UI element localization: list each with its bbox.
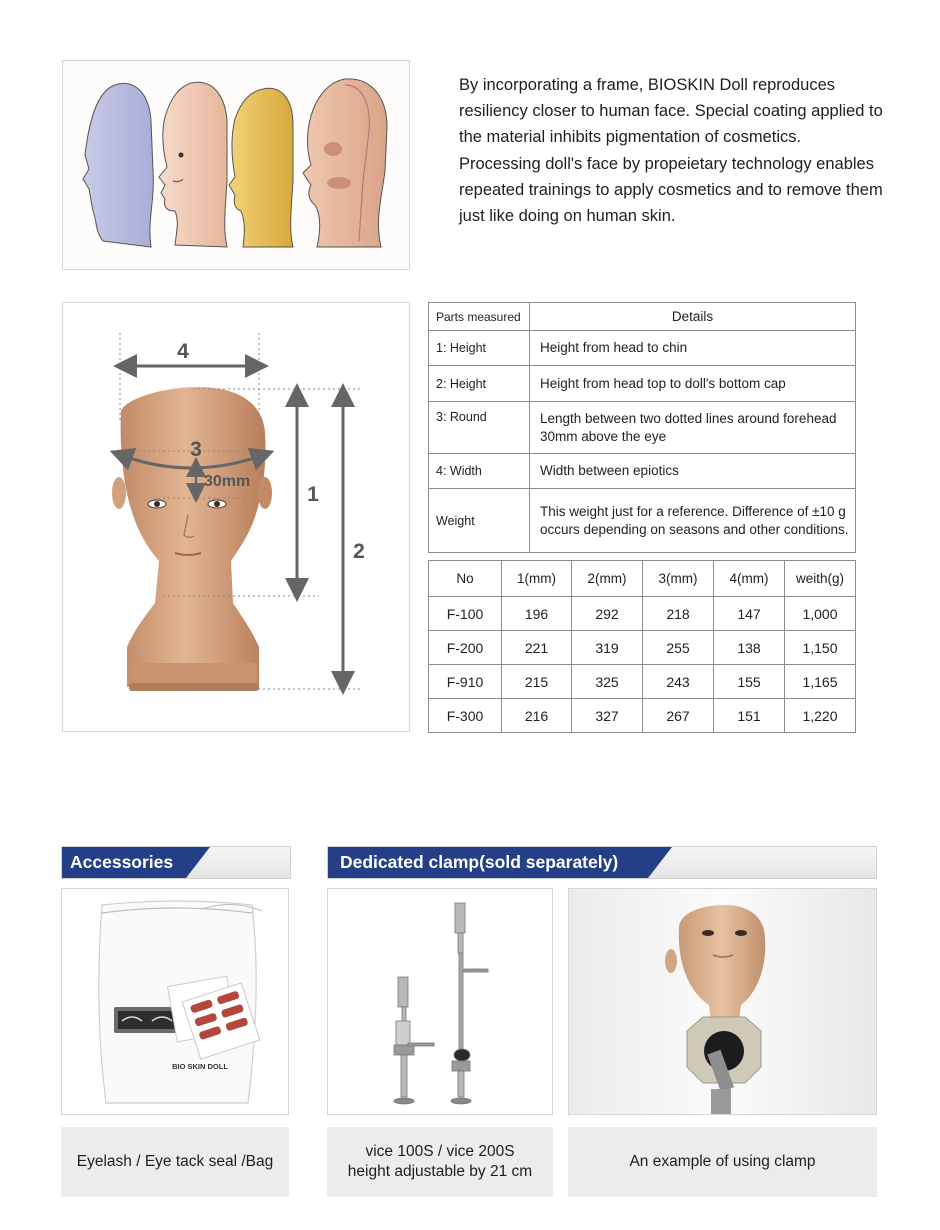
part-cell: 4: Width xyxy=(429,454,530,489)
model-cell: F-100 xyxy=(429,597,502,631)
part-cell: Weight xyxy=(429,489,530,553)
intro-paragraph: By incorporating a frame, BIOSKIN Doll reproduces resiliency closer to human face. Special coating applied to the material inhibits pigmentation of cosmetics. Processing doll's face by propeietary technology enables repeated trainings to apply cosmetics and to remove them just like doing on human skin. xyxy=(459,76,883,226)
part-cell: 2: Height xyxy=(429,366,530,402)
clamp-title: Dedicated clamp(sold separately) xyxy=(340,852,619,872)
vice-100s xyxy=(394,977,434,1104)
value-cell: 255 xyxy=(643,631,714,665)
header-weight: weith(g) xyxy=(785,561,856,597)
clamp-example-photo xyxy=(568,888,877,1115)
clamp-caption-line1: vice 100S / vice 200S xyxy=(365,1143,515,1160)
accessories-photo xyxy=(61,888,289,1115)
value-cell: 151 xyxy=(714,699,785,733)
detail-cell: Width between epiotics xyxy=(530,454,856,489)
parts-measured-table xyxy=(428,302,856,553)
value-cell: 215 xyxy=(502,665,572,699)
accessories-caption-text: Eyelash / Eye tack seal /Bag xyxy=(76,1153,274,1170)
detail-cell: Length between two dotted lines around forehead 30mm above the eye xyxy=(530,402,856,454)
vice-200s xyxy=(451,903,488,1104)
detail-cell: Height from head top to doll's bottom cap xyxy=(530,366,856,402)
table-row xyxy=(429,665,856,699)
value-cell: 216 xyxy=(502,699,572,733)
value-cell: 327 xyxy=(572,699,643,733)
clamp-caption-line2: height adjustable by 21 cm xyxy=(347,1163,533,1180)
table-row xyxy=(429,631,856,665)
model-cell: F-200 xyxy=(429,631,502,665)
header-3mm: 3(mm) xyxy=(643,561,714,597)
doll-on-clamp-image xyxy=(569,889,877,1115)
value-cell: 267 xyxy=(643,699,714,733)
measurement-diagram xyxy=(62,302,410,732)
value-cell: 218 xyxy=(643,597,714,631)
accessories-header xyxy=(61,846,291,879)
table-row xyxy=(429,454,856,489)
clamp-header xyxy=(327,846,877,879)
doll-measurement-svg xyxy=(63,303,410,732)
table-row xyxy=(429,489,856,553)
label-30mm: 30mm xyxy=(204,473,251,490)
layered-heads-illustration xyxy=(63,61,410,270)
header-parts-measured: Parts measured xyxy=(429,303,530,331)
header-details: Details xyxy=(530,303,856,331)
label-3: 3 xyxy=(190,438,202,461)
clamp-photo xyxy=(327,888,553,1115)
table-row xyxy=(429,699,856,733)
header-1mm: 1(mm) xyxy=(502,561,572,597)
parts-table-header xyxy=(429,303,856,331)
accessories-caption xyxy=(61,1127,289,1197)
part-cell: 3: Round xyxy=(429,402,530,454)
value-cell: 319 xyxy=(572,631,643,665)
model-cell: F-300 xyxy=(429,699,502,733)
part-cell: 1: Height xyxy=(429,331,530,366)
value-cell: 1,150 xyxy=(785,631,856,665)
value-cell: 147 xyxy=(714,597,785,631)
label-4: 4 xyxy=(177,340,189,363)
clamp-caption xyxy=(327,1127,553,1197)
yellow-foam-layer xyxy=(229,88,293,247)
header-4mm: 4(mm) xyxy=(714,561,785,597)
bag-eyelash-seal-image xyxy=(62,889,289,1115)
table-row xyxy=(429,402,856,454)
header-2mm: 2(mm) xyxy=(572,561,643,597)
clamp-example-caption-text: An example of using clamp xyxy=(629,1153,816,1170)
value-cell: 1,000 xyxy=(785,597,856,631)
doll-head-figure xyxy=(112,387,272,691)
bag-print-text: BIO SKIN DOLL xyxy=(172,1062,228,1071)
header-no: No xyxy=(429,561,502,597)
cross-section-layer xyxy=(303,79,387,247)
table-row xyxy=(429,331,856,366)
label-2: 2 xyxy=(353,540,365,563)
model-size-table xyxy=(428,560,856,733)
label-1: 1 xyxy=(307,483,319,506)
value-cell: 138 xyxy=(714,631,785,665)
detail-cell: Height from head to chin xyxy=(530,331,856,366)
model-cell: F-910 xyxy=(429,665,502,699)
value-cell: 155 xyxy=(714,665,785,699)
layer-illustration xyxy=(62,60,410,270)
value-cell: 292 xyxy=(572,597,643,631)
clamp-example-caption xyxy=(568,1127,877,1197)
table-row xyxy=(429,597,856,631)
skin-face-layer xyxy=(159,82,227,247)
blue-shell-layer xyxy=(83,84,153,248)
value-cell: 196 xyxy=(502,597,572,631)
size-table-header xyxy=(429,561,856,597)
accessories-title: Accessories xyxy=(70,852,174,872)
value-cell: 325 xyxy=(572,665,643,699)
value-cell: 221 xyxy=(502,631,572,665)
table-row xyxy=(429,366,856,402)
value-cell: 1,220 xyxy=(785,699,856,733)
detail-cell: This weight just for a reference. Difference of ±10 g occurs depending on seasons and other conditions. xyxy=(530,489,856,553)
vice-clamps-image xyxy=(328,889,553,1115)
value-cell: 1,165 xyxy=(785,665,856,699)
value-cell: 243 xyxy=(643,665,714,699)
